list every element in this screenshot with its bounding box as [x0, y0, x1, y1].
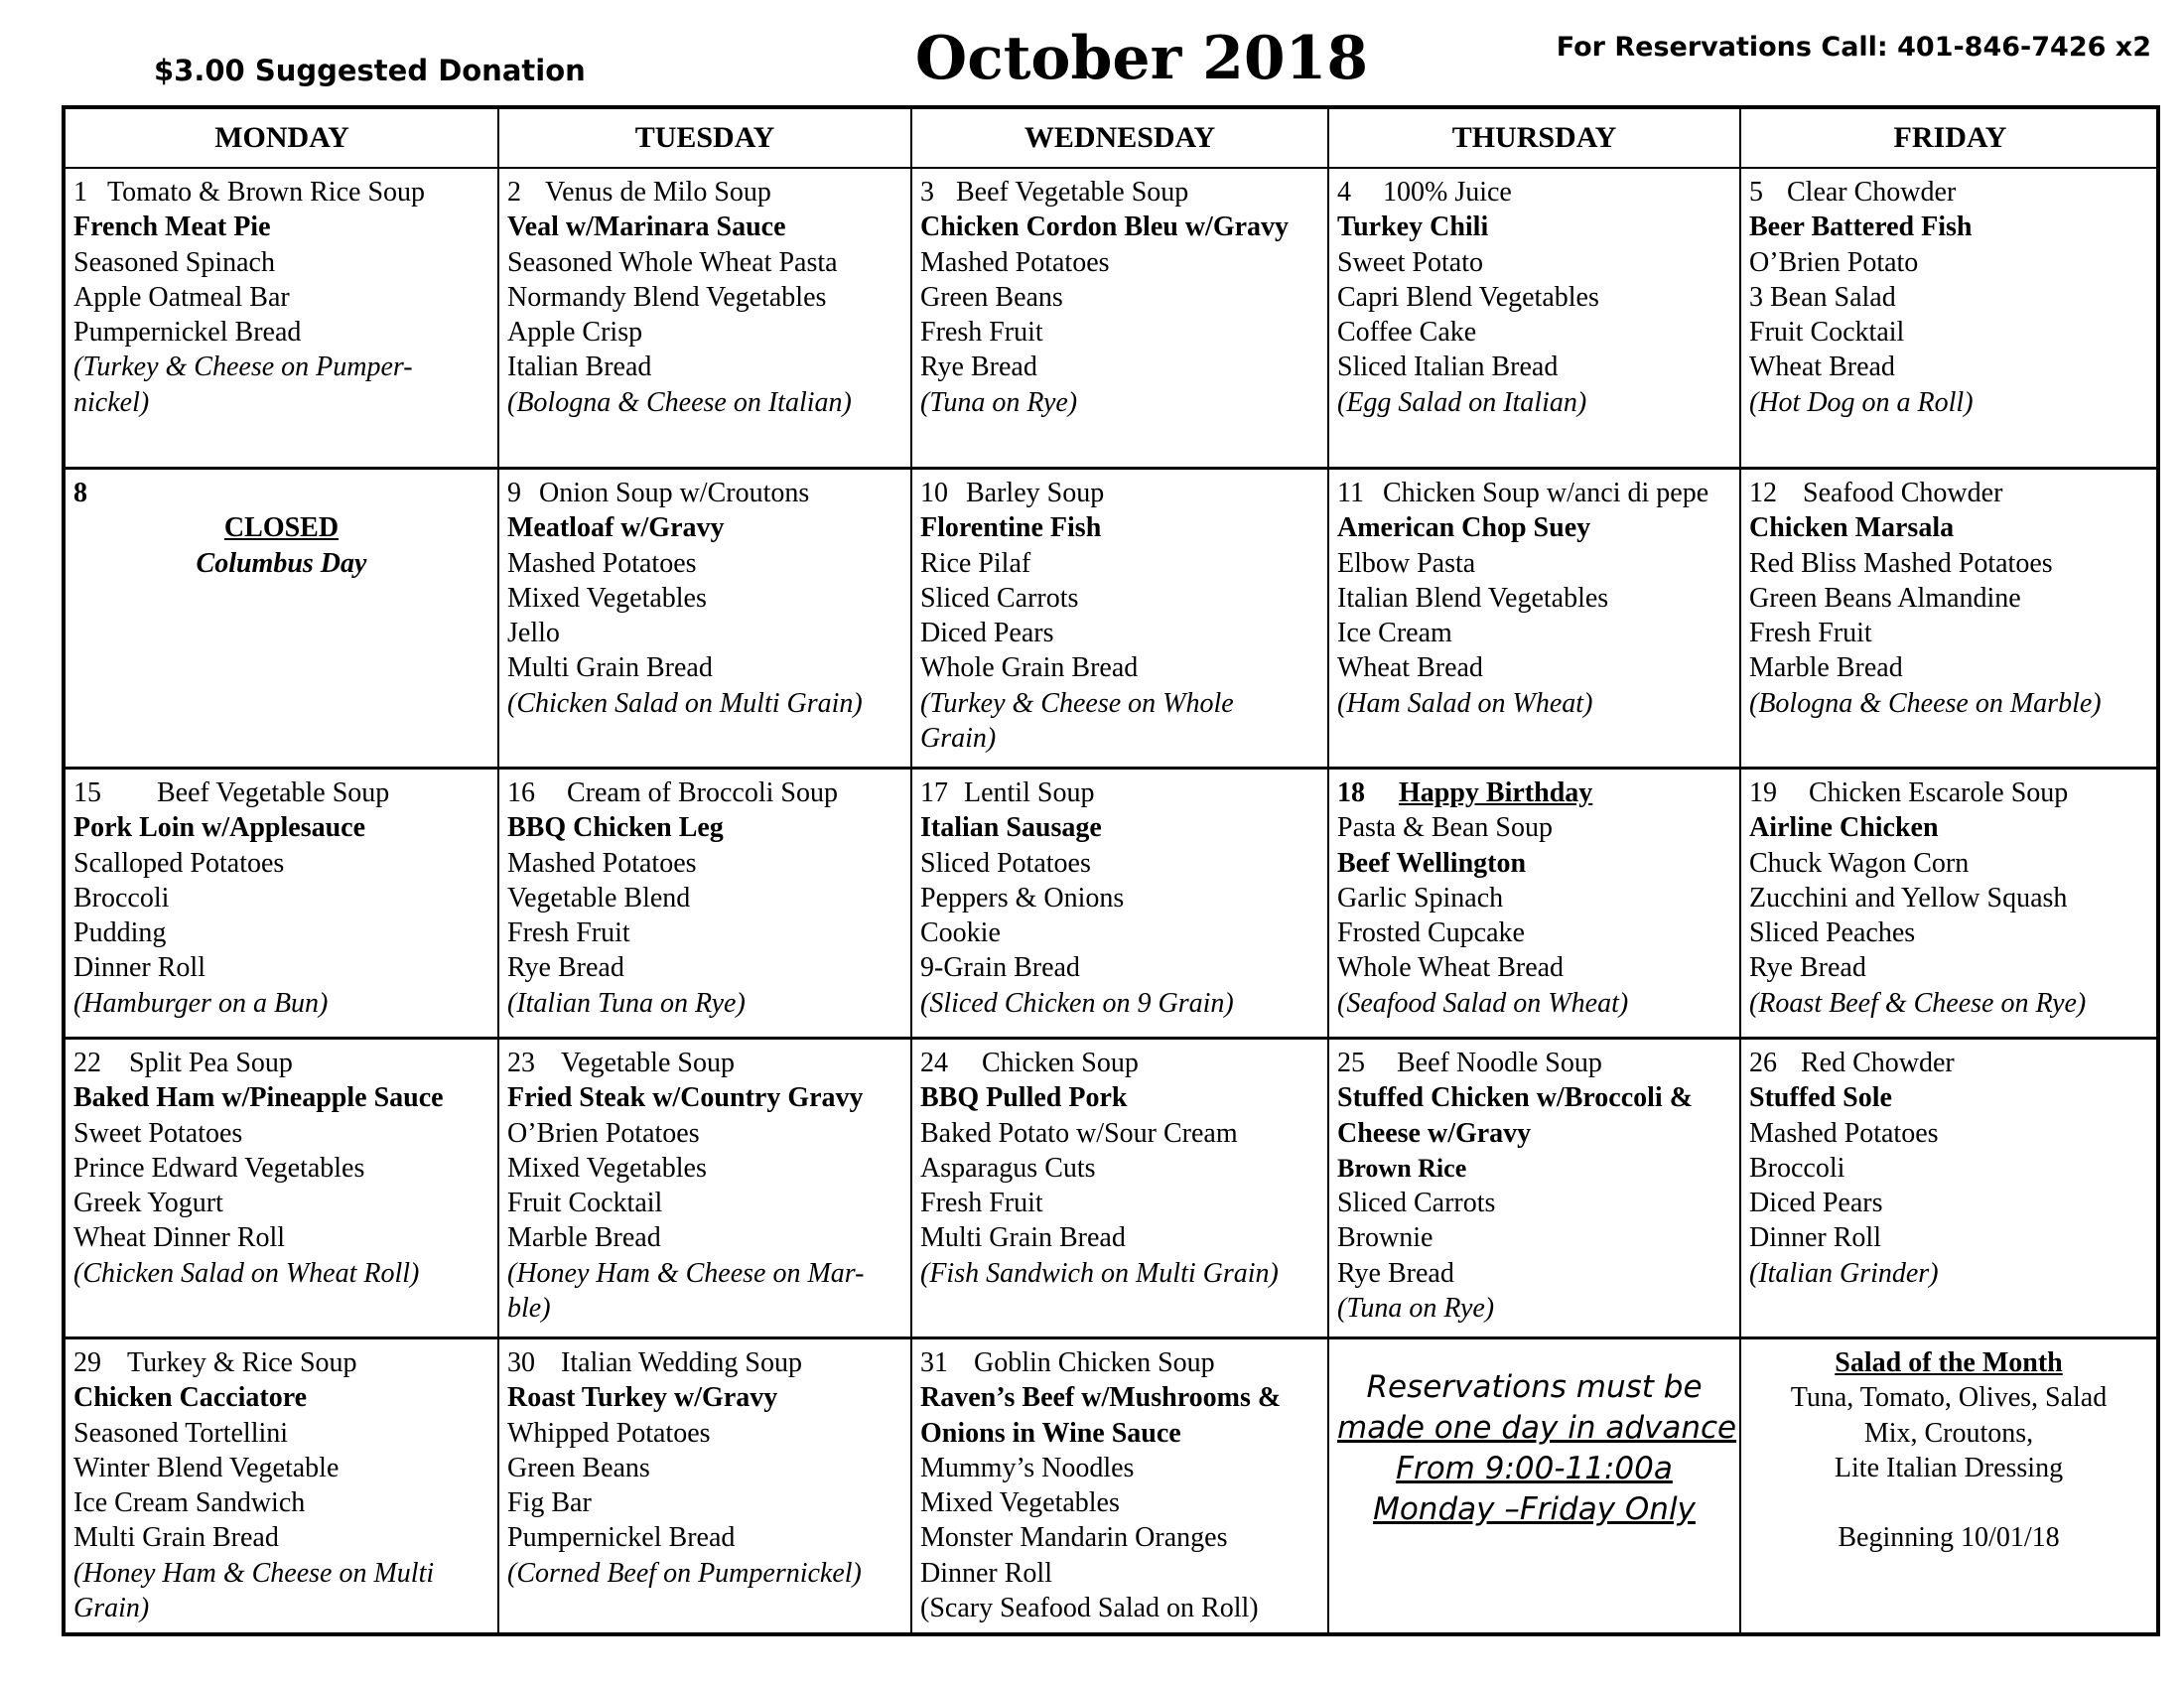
menu-calendar [62, 105, 2160, 1636]
soup-item: Lentil Soup [964, 777, 1095, 808]
side-item: Sweet Potato [1337, 246, 1483, 278]
side-item: Garlic Spinach [1337, 882, 1504, 914]
alternate-item: (Honey Ham & Cheese on Multi Grain) [73, 1557, 435, 1624]
reservations-phone: For Reservations Call: 401-846-7426 x2 [1556, 32, 2151, 63]
entree-item: Chicken Marsala [1749, 512, 1955, 544]
day-cell [1741, 470, 2156, 767]
entree-item: BBQ Chicken Leg [507, 812, 724, 844]
side-item: Seasoned Spinach [73, 246, 275, 278]
day-header-wednesday: WEDNESDAY [911, 109, 1328, 169]
side-item: Ice Cream [1337, 618, 1452, 649]
side-item: O’Brien Potato [1749, 246, 1919, 278]
date-number: 4 [1337, 177, 1351, 208]
side-item: Cookie [920, 917, 1001, 949]
side-item: Coffee Cake [1337, 317, 1477, 349]
day-header-monday: MONDAY [66, 109, 498, 169]
entree-item: Baked Ham w/Pineapple Sauce [73, 1082, 444, 1114]
side-item: Fruit Cocktail [1749, 317, 1905, 349]
soup-item: Beef Vegetable Soup [157, 777, 390, 808]
entree-item: Meatloaf w/Gravy [507, 512, 725, 544]
entree-item: Raven’s Beef w/Mushrooms & Onions in Wine Sauce [920, 1382, 1282, 1449]
soup-item: Pasta & Bean Soup [1337, 812, 1553, 844]
reservation-note [1329, 1339, 1739, 1632]
side-item: Normandy Blend Vegetables [507, 281, 827, 313]
day-cell [499, 1040, 910, 1336]
soup-item: Chicken Soup [982, 1048, 1139, 1078]
day-cell [499, 770, 910, 1037]
day-cell [66, 169, 497, 467]
side-item: Mashed Potatoes [507, 547, 697, 579]
salad-of-month [1741, 1339, 2156, 1632]
day-header-thursday: THURSDAY [1328, 109, 1740, 169]
day-cell [499, 1339, 910, 1632]
side-item: Elbow Pasta [1337, 547, 1476, 579]
birthday-label: Happy Birthday [1399, 777, 1593, 808]
side-item: Asparagus Cuts [920, 1152, 1096, 1184]
date-number: 29 [73, 1347, 101, 1378]
side-item: Wheat Bread [1749, 352, 1895, 383]
side-item: Green Beans [920, 281, 1063, 313]
date-number: 8 [73, 478, 87, 508]
side-item: Pumpernickel Bread [507, 1522, 736, 1554]
day-cell [912, 770, 1327, 1037]
alternate-item: (Hot Dog on a Roll) [1749, 386, 1974, 418]
note-line: made one day in advance [1337, 1410, 1737, 1446]
side-item: Capri Blend Vegetables [1337, 281, 1599, 313]
side-item: Zucchini and Yellow Squash [1749, 882, 2068, 914]
entree-item: Fried Steak w/Country Gravy [507, 1082, 864, 1114]
soup-item: 100% Juice [1383, 177, 1512, 208]
side-item: Seasoned Tortellini [73, 1417, 289, 1449]
date-number: 30 [507, 1347, 535, 1378]
side-item: Green Beans Almandine [1749, 582, 2021, 614]
day-cell [66, 470, 497, 767]
holiday-label: Columbus Day [196, 547, 367, 579]
date-number: 10 [920, 478, 948, 508]
side-item: Winter Blend Vegetable [73, 1452, 340, 1483]
entree-item: Chicken Cacciatore [73, 1382, 308, 1414]
closed-label: CLOSED [223, 512, 340, 544]
side-item: Scalloped Potatoes [73, 847, 285, 879]
date-number: 1 [73, 177, 87, 208]
side-item: Sliced Carrots [1337, 1188, 1496, 1219]
day-cell [912, 169, 1327, 467]
alternate-item: (Bologna & Cheese on Italian) [507, 386, 852, 418]
alternate-item: (Turkey & Cheese on Whole Grain) [920, 687, 1234, 755]
side-item: Chuck Wagon Corn [1749, 847, 1970, 879]
entree-item: American Chop Suey [1337, 512, 1591, 544]
side-item: Broccoli [73, 882, 170, 914]
soup-item: Goblin Chicken Soup [974, 1347, 1215, 1378]
alternate-item: (Sliced Chicken on 9 Grain) [920, 987, 1234, 1019]
day-cell [499, 169, 910, 467]
soup-item: Beef Noodle Soup [1397, 1048, 1602, 1078]
day-cell [1329, 470, 1739, 767]
salad-line: Mix, Croutons, [1863, 1417, 2034, 1449]
date-number: 24 [920, 1048, 948, 1078]
side-item: Fresh Fruit [1749, 618, 1872, 649]
side-item: Multi Grain Bread [920, 1222, 1126, 1254]
soup-item: Chicken Escarole Soup [1809, 777, 2069, 808]
alternate-item: (Corned Beef on Pumpernickel) [507, 1557, 862, 1589]
salad-start-date: Beginning 10/01/18 [1838, 1522, 2060, 1554]
side-item: Sliced Potatoes [920, 847, 1091, 879]
side-item: Multi Grain Bread [507, 652, 713, 684]
side-item: Brownie [1337, 1222, 1433, 1254]
soup-item: Italian Wedding Soup [561, 1347, 802, 1378]
entree-item: Turkey Chili [1337, 211, 1489, 243]
side-item: Fresh Fruit [920, 1188, 1043, 1219]
side-item: Fresh Fruit [920, 317, 1043, 349]
side-item: Monster Mandarin Oranges [920, 1522, 1228, 1554]
side-item: Mashed Potatoes [507, 847, 697, 879]
date-number: 26 [1749, 1048, 1777, 1078]
alternate-item: (Chicken Salad on Multi Grain) [507, 687, 863, 719]
alternate-item: (Bologna & Cheese on Marble) [1749, 687, 2102, 719]
soup-item: Onion Soup w/Croutons [539, 478, 810, 508]
side-item: Multi Grain Bread [73, 1522, 279, 1554]
alternate-item: (Fish Sandwich on Multi Grain) [920, 1257, 1279, 1289]
entree-item: Pork Loin w/Applesauce [73, 812, 366, 844]
soup-item: Vegetable Soup [561, 1048, 735, 1078]
side-item: Mummy’s Noodles [920, 1452, 1135, 1483]
date-number: 3 [920, 177, 934, 208]
side-item: Whole Grain Bread [920, 652, 1139, 684]
soup-item: Tomato & Brown Rice Soup [107, 177, 426, 208]
soup-item: Cream of Broccoli Soup [567, 777, 838, 808]
alternate-item: (Italian Tuna on Rye) [507, 987, 746, 1019]
soup-item: Chicken Soup w/anci di pepe [1383, 478, 1709, 508]
page-title: October 2018 [914, 24, 1369, 93]
note-line: From 9:00-11:00a [1396, 1451, 1673, 1486]
note-line: Monday –Friday Only [1373, 1491, 1696, 1527]
alternate-item: (Seafood Salad on Wheat) [1337, 987, 1629, 1019]
side-item: Pumpernickel Bread [73, 317, 302, 349]
entree-item: French Meat Pie [73, 211, 271, 243]
side-item: Red Bliss Mashed Potatoes [1749, 547, 2053, 579]
side-item: Italian Bread [507, 352, 652, 383]
side-item: Greek Yogurt [73, 1188, 223, 1219]
soup-item: Seafood Chowder [1803, 478, 2003, 508]
side-item: Marble Bread [1749, 652, 1903, 684]
date-number: 16 [507, 777, 535, 808]
soup-item: Split Pea Soup [129, 1048, 293, 1078]
side-item: Wheat Bread [1337, 652, 1483, 684]
entree-item: Stuffed Sole [1749, 1082, 1892, 1114]
day-cell [912, 470, 1327, 767]
side-item: Frosted Cupcake [1337, 917, 1525, 949]
side-item: Fruit Cocktail [507, 1188, 663, 1219]
entree-item: Stuffed Chicken w/Broccoli & Cheese w/Gravy [1337, 1082, 1694, 1149]
side-item: Rice Pilaf [920, 547, 1031, 579]
date-number: 15 [73, 777, 101, 808]
date-number: 22 [73, 1048, 101, 1078]
day-cell [1329, 770, 1739, 1037]
side-item: Mixed Vegetables [920, 1487, 1120, 1519]
side-item: Peppers & Onions [920, 882, 1125, 914]
side-item: Rye Bread [507, 952, 624, 984]
side-item: O’Brien Potatoes [507, 1117, 700, 1149]
side-item: Dinner Roll [920, 1557, 1052, 1589]
entree-item: Brown Rice [1337, 1153, 1467, 1183]
entree-item: Airline Chicken [1749, 812, 1939, 844]
soup-item: Venus de Milo Soup [545, 177, 771, 208]
side-item: Diced Pears [1749, 1188, 1883, 1219]
side-item: Apple Crisp [507, 317, 643, 349]
side-item: Sliced Carrots [920, 582, 1079, 614]
side-item: Baked Potato w/Sour Cream [920, 1117, 1238, 1149]
side-item: Pudding [73, 917, 167, 949]
alternate-item: (Roast Beef & Cheese on Rye) [1749, 987, 2087, 1019]
day-cell [1329, 169, 1739, 467]
side-item: Mashed Potatoes [1749, 1117, 1939, 1149]
day-cell [1329, 1040, 1739, 1336]
side-item: Whole Wheat Bread [1337, 952, 1565, 984]
date-number: 18 [1337, 777, 1365, 808]
side-item: Green Beans [507, 1452, 650, 1483]
entree-item: Roast Turkey w/Gravy [507, 1382, 778, 1414]
entree-item: BBQ Pulled Pork [920, 1082, 1128, 1114]
soup-item: Barley Soup [966, 478, 1105, 508]
date-number: 2 [507, 177, 521, 208]
date-number: 11 [1337, 478, 1364, 508]
side-item: 9-Grain Bread [920, 952, 1080, 984]
date-number: 5 [1749, 177, 1763, 208]
note-line: Reservations must be [1366, 1369, 1703, 1405]
alternate-item: (Italian Grinder) [1749, 1257, 1939, 1289]
soup-item: Clear Chowder [1787, 177, 1957, 208]
side-item: Wheat Dinner Roll [73, 1222, 286, 1254]
side-item: Sweet Potatoes [73, 1117, 243, 1149]
day-header-tuesday: TUESDAY [498, 109, 911, 169]
day-cell [1741, 1040, 2156, 1336]
salad-title: Salad of the Month [1835, 1347, 2063, 1378]
alternate-item: (Honey Ham & Cheese on Mar-ble) [507, 1257, 865, 1325]
soup-item: Beef Vegetable Soup [956, 177, 1189, 208]
side-item: Fig Bar [507, 1487, 592, 1519]
day-cell [66, 770, 497, 1037]
side-item: Vegetable Blend [507, 882, 691, 914]
entree-item: Florentine Fish [920, 512, 1102, 544]
entree-item: Veal w/Marinara Sauce [507, 211, 786, 243]
side-item: Diced Pears [920, 618, 1054, 649]
day-cell [1741, 770, 2156, 1037]
soup-item: Turkey & Rice Soup [127, 1347, 357, 1378]
day-cell [66, 1339, 497, 1632]
side-item: Rye Bread [1337, 1257, 1454, 1289]
date-number: 17 [920, 777, 948, 808]
side-item: Rye Bread [920, 352, 1037, 383]
day-cell [912, 1040, 1327, 1336]
side-item: Marble Bread [507, 1222, 661, 1254]
side-item: Ice Cream Sandwich [73, 1487, 306, 1519]
side-item: Dinner Roll [73, 952, 205, 984]
side-item: Mashed Potatoes [920, 246, 1110, 278]
day-cell [66, 1040, 497, 1336]
side-item: Apple Oatmeal Bar [73, 281, 290, 313]
side-item: Dinner Roll [1749, 1222, 1881, 1254]
date-number: 23 [507, 1048, 535, 1078]
alternate-item: (Tuna on Rye) [1337, 1293, 1495, 1325]
date-number: 25 [1337, 1048, 1365, 1078]
entree-item: Chicken Cordon Bleu w/Gravy [920, 211, 1290, 243]
entree-item: Italian Sausage [920, 812, 1102, 844]
side-item: Seasoned Whole Wheat Pasta [507, 246, 838, 278]
date-number: 31 [920, 1347, 948, 1378]
side-item: Jello [507, 618, 560, 649]
alternate-item: (Hamburger on a Bun) [73, 987, 329, 1019]
day-cell [912, 1339, 1327, 1632]
side-item: Prince Edward Vegetables [73, 1152, 365, 1184]
soup-item: Red Chowder [1801, 1048, 1955, 1078]
entree-item: Beer Battered Fish [1749, 211, 1973, 243]
side-item: Sliced Italian Bread [1337, 352, 1559, 383]
date-number: 19 [1749, 777, 1777, 808]
entree-item: Beef Wellington [1337, 847, 1527, 879]
alternate-item: (Ham Salad on Wheat) [1337, 687, 1593, 719]
alternate-item: (Scary Seafood Salad on Roll) [920, 1593, 1259, 1624]
salad-line: Tuna, Tomato, Olives, Salad [1790, 1382, 2108, 1414]
day-cell [499, 470, 910, 767]
donation-label: $3.00 Suggested Donation [154, 54, 586, 87]
side-item: Mixed Vegetables [507, 1152, 707, 1184]
alternate-item: (Chicken Salad on Wheat Roll) [73, 1257, 420, 1289]
salad-line: Lite Italian Dressing [1834, 1452, 2064, 1483]
side-item: 3 Bean Salad [1749, 281, 1896, 313]
side-item: Sliced Peaches [1749, 917, 1916, 949]
side-item: Fresh Fruit [507, 917, 630, 949]
side-item: Mixed Vegetables [507, 582, 707, 614]
day-header-friday: FRIDAY [1740, 109, 2160, 169]
side-item: Whipped Potatoes [507, 1417, 711, 1449]
day-cell [1741, 169, 2156, 467]
alternate-item: (Egg Salad on Italian) [1337, 386, 1587, 418]
date-number: 12 [1749, 478, 1777, 508]
side-item: Italian Blend Vegetables [1337, 582, 1609, 614]
alternate-item: (Tuna on Rye) [920, 386, 1078, 418]
side-item: Broccoli [1749, 1152, 1845, 1184]
date-number: 9 [507, 478, 521, 508]
alternate-item: (Turkey & Cheese on Pumper-nickel) [73, 352, 413, 418]
side-item: Rye Bread [1749, 952, 1866, 984]
